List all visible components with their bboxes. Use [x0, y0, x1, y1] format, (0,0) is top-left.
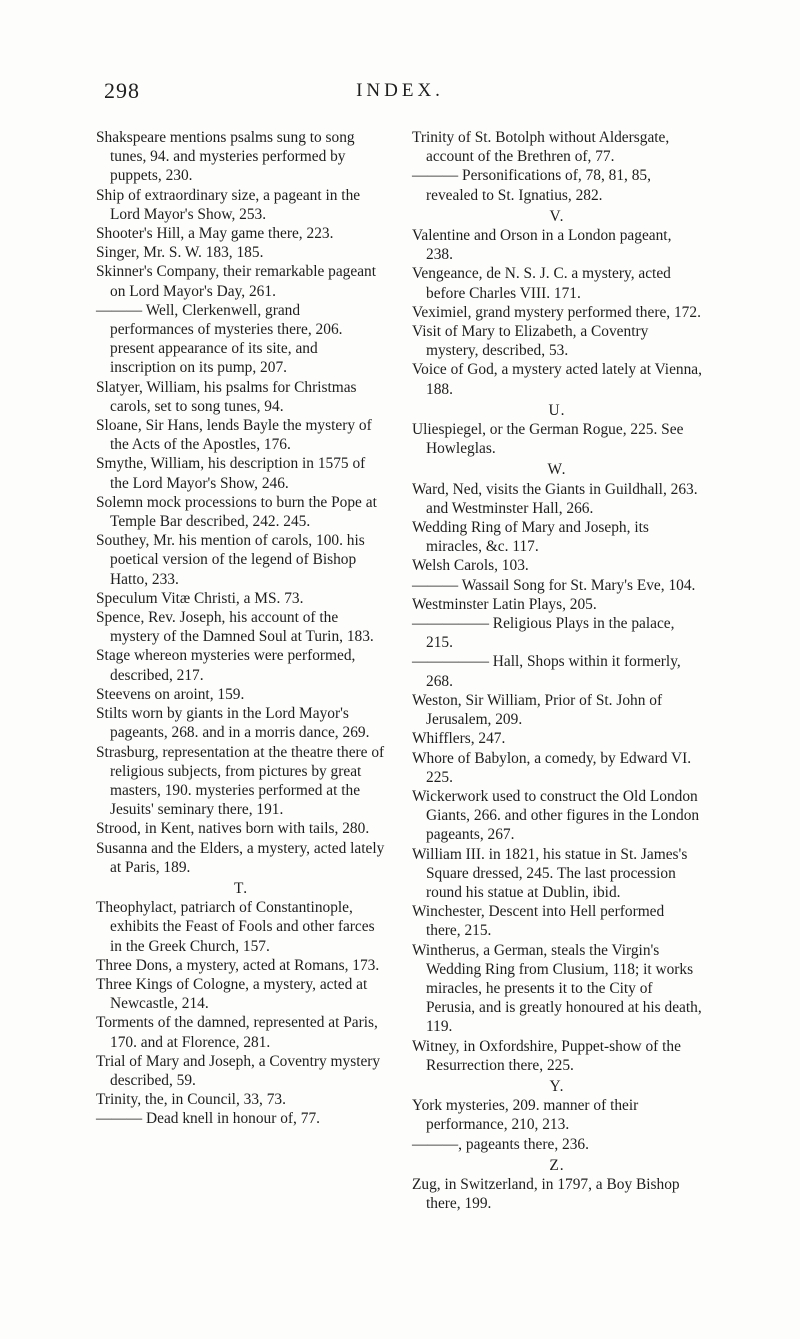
left-column [96, 128, 386, 1129]
index-entry: ——— Wassail Song for St. Mary's Eve, 104. [412, 576, 696, 594]
section-letter: Y. [549, 1077, 565, 1095]
index-entry: Torments of the damned, represented at Paris, 170. and at Florence, 281. [96, 1014, 378, 1051]
index-entry: Stage whereon mysteries were performed, described, 217. [96, 647, 356, 684]
index-entry: Vengeance, de N. S. J. C. a mystery, acted before Charles VIII. 171. [412, 265, 671, 302]
index-entry: Weston, Sir William, Prior of St. John of Jerusalem, 209. [412, 691, 663, 729]
index-entry: Skinner's Company, their remarkable pageant on Lord Mayor's Day, 261. [96, 263, 376, 300]
section-letter: Z. [549, 1156, 565, 1174]
index-entry: Whifflers, 247. [412, 730, 506, 748]
section-letter: W. [547, 461, 567, 479]
index-entry: Southey, Mr. his mention of carols, 100. his poetical version of the legend of Bishop Hatto, 233. [96, 532, 365, 588]
index-entry: Wickerwork used to construct the Old London Giants, 266. and other figures in the London pageants, 267. [412, 787, 700, 844]
index-entry: Strood, in Kent, natives born with tails, 280. [96, 820, 370, 838]
index-entry: ————— Hall, Shops within it formerly, 268. [412, 653, 681, 690]
page-header [104, 78, 696, 108]
index-entry: Singer, Mr. S. W. 183, 185. [96, 244, 264, 262]
index-entry: Strasburg, representation at the theatre there of religious subjects, from pictures by great masters, 190. mysteries performed at the Jesuits' seminary there, 191. [96, 743, 385, 819]
index-entry: Sloane, Sir Hans, lends Bayle the mystery of the Acts of the Apostles, 176. [96, 417, 372, 454]
index-entry: Steevens on aroint, 159. [96, 685, 245, 703]
index-entry: Veximiel, grand mystery performed there, 172. [412, 303, 701, 321]
index-entry: York mysteries, 209. manner of their performance, 210, 213. [412, 1097, 639, 1134]
index-entry: Uliespiegel, or the German Rogue, 225. See Howleglas. [412, 421, 684, 458]
index-entry: Ship of extraordinary size, a pageant in the Lord Mayor's Show, 253. [96, 186, 361, 223]
running-title: INDEX. [356, 80, 444, 101]
index-entry: Susanna and the Elders, a mystery, acted lately at Paris, 189. [96, 839, 385, 876]
index-entry: Westminster Latin Plays, 205. [412, 595, 597, 613]
index-entry: Wintherus, a German, steals the Virgin's Wedding Ring from Clusium, 118; it works miracles, he presents it to the City of Perusia, and is greatly honoured at his death, 119. [412, 941, 702, 1036]
index-entry: Wedding Ring of Mary and Joseph, its miracles, &c. 117. [412, 519, 649, 556]
index-entry: William III. in 1821, his statue in St. James's Square dressed, 245. The last procession round his statue at Dublin, ibid. [412, 845, 688, 901]
index-entry: Witney, in Oxfordshire, Puppet-show of the Resurrection there, 225. [412, 1037, 681, 1074]
index-entry: Valentine and Orson in a London pageant, 238. [412, 227, 672, 264]
index-entry: ——— Well, Clerkenwell, grand performances of mysteries there, 206. present appearance of its site, and inscription on its pump, 207. [96, 301, 343, 377]
index-entry: ——— Dead knell in honour of, 77. [96, 1110, 320, 1128]
section-letter: T. [233, 879, 249, 897]
index-entry: Spence, Rev. Joseph, his account of the mystery of the Damned Soul at Turin, 183. [96, 609, 374, 646]
index-entry: Ward, Ned, visits the Giants in Guildhall, 263. and Westminster Hall, 266. [412, 480, 698, 517]
index-entry: Trial of Mary and Joseph, a Coventry mystery described, 59. [96, 1052, 381, 1089]
index-entry: Trinity of St. Botolph without Aldersgate, account of the Brethren of, 77. [412, 129, 670, 166]
right-column [412, 128, 702, 1213]
index-entry: Stilts worn by giants in the Lord Mayor's pageants, 268. and in a morris dance, 269. [96, 705, 370, 742]
index-entry: Voice of God, a mystery acted lately at Vienna, 188. [412, 361, 702, 398]
index-entry: Whore of Babylon, a comedy, by Edward VI. 225. [412, 749, 692, 786]
section-letter: U. [548, 401, 566, 419]
index-entry: Three Dons, a mystery, acted at Romans, 173. [96, 956, 380, 974]
index-entry: Smythe, William, his description in 1575 of the Lord Mayor's Show, 246. [96, 455, 366, 492]
index-entry: Theophylact, patriarch of Constantinople, exhibits the Feast of Fools and other farces in the Greek Church, 157. [96, 899, 375, 955]
index-entry: Slatyer, William, his psalms for Christmas carols, set to song tunes, 94. [96, 378, 357, 415]
index-entry: Visit of Mary to Elizabeth, a Coventry mystery, described, 53. [412, 323, 649, 360]
page-number: 298 [104, 78, 140, 103]
index-entry: Shakspeare mentions psalms sung to song tunes, 94. and mysteries performed by puppets, 230. [96, 129, 355, 185]
index-entry: Welsh Carols, 103. [412, 557, 529, 575]
index-entry: Trinity, the, in Council, 33, 73. [96, 1091, 286, 1109]
index-entry: Shooter's Hill, a May game there, 223. [96, 225, 334, 243]
index-entry: Speculum Vitæ Christi, a MS. 73. [96, 589, 304, 607]
index-entry: ——— Personifications of, 78, 81, 85, revealed to St. Ignatius, 282. [412, 167, 651, 204]
index-entry: Zug, in Switzerland, in 1797, a Boy Bishop there, 199. [412, 1175, 680, 1213]
index-entry: Three Kings of Cologne, a mystery, acted at Newcastle, 214. [96, 975, 368, 1013]
index-entry: ———, pageants there, 236. [412, 1135, 589, 1153]
index-entry: Winchester, Descent into Hell performed there, 215. [412, 903, 665, 940]
index-entry: Solemn mock processions to burn the Pope at Temple Bar described, 242. 245. [96, 493, 377, 531]
section-letter: V. [549, 207, 565, 225]
index-entry: ————— Religious Plays in the palace, 215. [412, 615, 675, 652]
